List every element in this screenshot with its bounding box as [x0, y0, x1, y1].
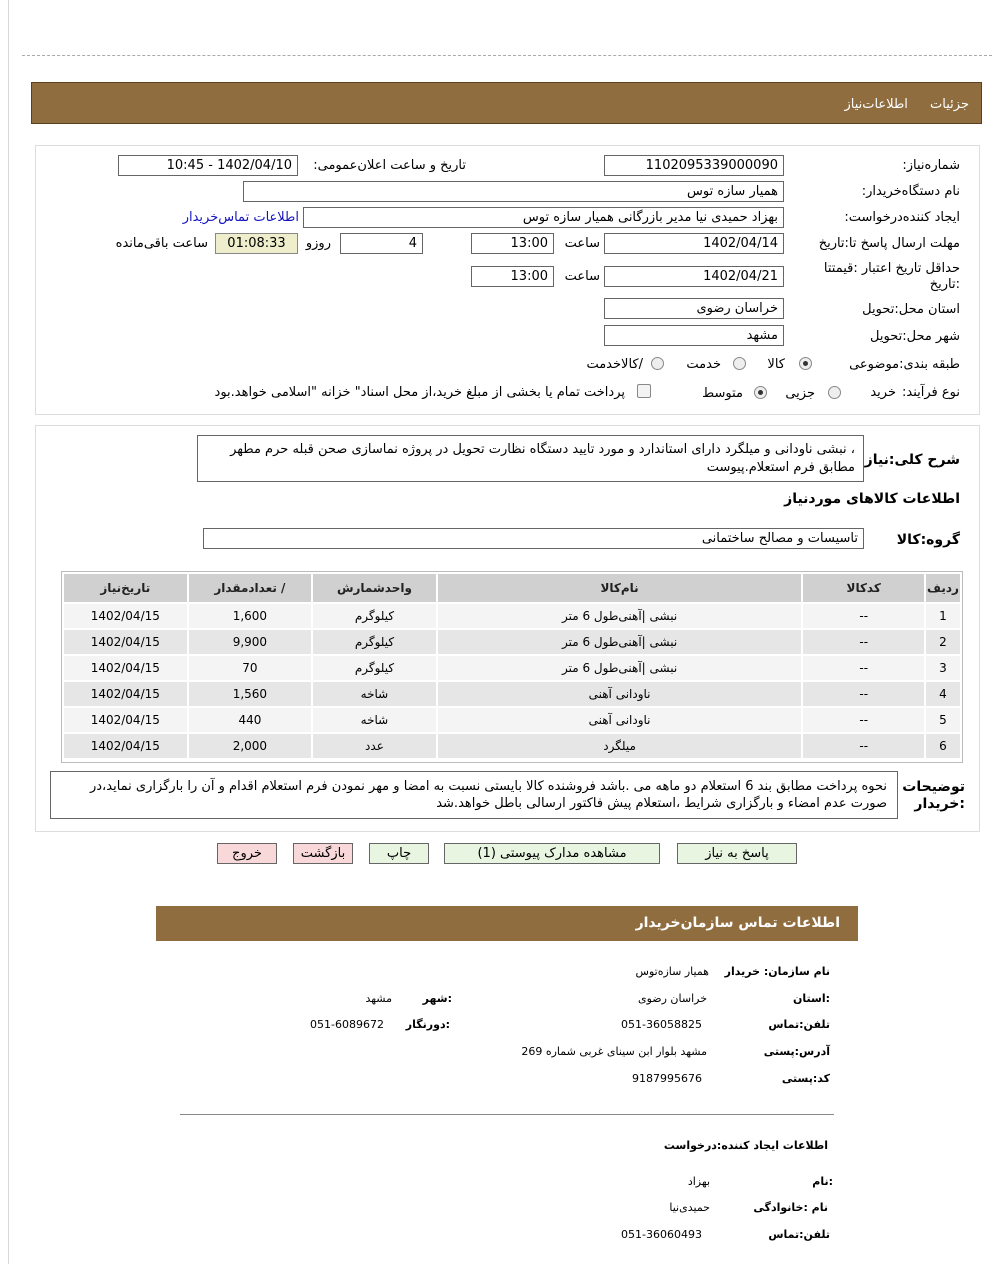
cell-need-date: 1402/04/15: [64, 682, 187, 706]
view-attachments-button[interactable]: مشاهده مدارک پیوستی (1): [444, 843, 660, 864]
treasury-payment-checkbox[interactable]: [637, 384, 651, 398]
announce-label: تاریخ و ساعت اعلان‌عمومی:: [313, 158, 466, 173]
cell-row: 4: [926, 682, 960, 706]
validity-label-line1: حداقل تاریخ اعتبار :قیمتتا: [823, 261, 960, 276]
cell-name: ناودانی آهنی: [438, 708, 802, 732]
print-button[interactable]: چاپ: [369, 843, 429, 864]
cell-quantity: 9,900: [189, 630, 312, 654]
cell-name: نبشی |آهنی‌طول 6 متر: [438, 630, 802, 654]
cell-unit: کیلوگرم: [313, 656, 436, 680]
creator-phone-label: تلفن:تماس: [768, 1228, 830, 1241]
cell-unit: کیلوگرم: [313, 604, 436, 628]
contact-header-bar: [156, 906, 858, 941]
cell-code: --: [803, 604, 924, 628]
cell-unit: کیلوگرم: [313, 630, 436, 654]
category-option-service: خدمت: [686, 357, 721, 372]
table-row: [64, 708, 960, 732]
creator-info-title: اطلاعات ایجاد کننده:درخواست: [663, 1139, 828, 1152]
contact-fax-label: :دورنگار: [405, 1018, 450, 1031]
cell-quantity: 2,000: [189, 734, 312, 758]
table-row: [64, 630, 960, 654]
deadline-date-field: 1402/04/14: [604, 233, 784, 254]
cell-need-date: 1402/04/15: [64, 734, 187, 758]
days-label: روزو: [305, 236, 331, 251]
category-radio-service[interactable]: [733, 357, 746, 370]
city-label: شهر محل:تحویل: [870, 329, 960, 344]
remaining-timer: 01:08:33: [215, 233, 298, 254]
cell-unit: شاخه: [313, 708, 436, 732]
validity-label-line2: :تاریخ: [929, 277, 960, 292]
creator-name-label: :نام: [812, 1175, 833, 1188]
validity-date-field: 1402/04/21: [604, 266, 784, 287]
contact-city-value: مشهد: [365, 992, 392, 1005]
top-dashed-separator: [22, 55, 992, 56]
goods-table: [62, 572, 962, 760]
goods-section-title: اطلاعات کالاهای موردنیاز: [784, 491, 960, 507]
buyer-notes-label: توضیحات :خریدار: [902, 779, 965, 812]
back-button[interactable]: بازگشت: [293, 843, 353, 864]
cell-need-date: 1402/04/15: [64, 656, 187, 680]
contact-postal-label: کد:پستی: [781, 1072, 830, 1085]
left-border-line: [8, 0, 9, 1264]
col-name: نام‌کالا: [438, 574, 802, 602]
tab-need-info[interactable]: اطلاعات‌نیاز: [844, 97, 908, 112]
cell-row: 2: [926, 630, 960, 654]
contact-fax-value: 051-6089672: [310, 1018, 384, 1031]
treasury-payment-note: پرداخت تمام یا بخشی از مبلغ خرید،از محل اسناد" خزانه "اسلامی خواهد.بود: [214, 385, 625, 400]
category-radio-goods-service[interactable]: [651, 357, 664, 370]
contact-city-label: :شهر: [422, 992, 452, 1005]
cell-row: 1: [926, 604, 960, 628]
table-row: [64, 604, 960, 628]
cell-row: 5: [926, 708, 960, 732]
cell-quantity: 1,600: [189, 604, 312, 628]
col-need-date: تاریخ‌نیاز: [64, 574, 187, 602]
creator-name-value: بهزاد: [687, 1175, 710, 1188]
buyer-contact-link[interactable]: اطلاعات تماس‌خریدار: [182, 210, 299, 225]
province-field: خراسان رضوی: [604, 298, 784, 319]
process-option-minor: جزیی: [785, 386, 815, 401]
need-number-label: شماره‌نیاز:: [902, 158, 960, 173]
exit-button[interactable]: خروج: [217, 843, 277, 864]
cell-row: 3: [926, 656, 960, 680]
creator-family-value: حمیدی‌نیا: [669, 1201, 710, 1214]
creator-label: ایجاد کننده‌درخواست:: [844, 210, 960, 225]
col-row: ردیف: [926, 574, 960, 602]
process-radio-medium[interactable]: [754, 386, 767, 399]
buyer-org-field: همیار سازه توس: [243, 181, 784, 202]
cell-quantity: 70: [189, 656, 312, 680]
creator-phone-value: 051-36060493: [621, 1228, 702, 1241]
col-unit: واحدشمارش: [313, 574, 436, 602]
goods-table-header: [64, 574, 960, 602]
reply-button[interactable]: پاسخ به نیاز: [677, 843, 797, 864]
process-label: نوع فرآیند:: [902, 385, 960, 400]
creator-field: بهزاد حمیدی نیا مدیر بازرگانی همیار سازه توس: [303, 207, 784, 228]
need-number-field: 1102095339000090: [604, 155, 784, 176]
cell-code: --: [803, 656, 924, 680]
table-row: [64, 682, 960, 706]
contact-address-value: مشهد بلوار ابن سینای غربی شماره 269: [521, 1045, 707, 1058]
goods-group-label: گروه:کالا: [896, 532, 960, 548]
cell-unit: شاخه: [313, 682, 436, 706]
contact-header-title: اطلاعات تماس سازمان‌خریدار: [635, 915, 840, 931]
contact-province-value: خراسان رضوی: [637, 992, 707, 1005]
table-row: [64, 734, 960, 758]
cell-row: 6: [926, 734, 960, 758]
deadline-time-label: ساعت: [564, 236, 600, 251]
description-label: شرح کلی:نیاز: [864, 452, 960, 468]
category-option-goods: کالا: [767, 357, 785, 372]
deadline-time-field: 13:00: [471, 233, 554, 254]
cell-quantity: 1,560: [189, 682, 312, 706]
cell-name: نبشی |آهنی‌طول 6 متر: [438, 604, 802, 628]
col-quantity: / تعدادمقدار: [189, 574, 312, 602]
contact-org-label: نام سازمان: خریدار: [724, 965, 830, 978]
remaining-label: ساعت باقی‌مانده: [115, 236, 208, 251]
announce-date-field: 1402/04/10 - 10:45: [118, 155, 298, 176]
province-label: استان محل:تحویل: [862, 302, 960, 317]
cell-need-date: 1402/04/15: [64, 630, 187, 654]
tab-details[interactable]: جزئيات: [930, 97, 969, 112]
cell-unit: عدد: [313, 734, 436, 758]
days-field: 4: [340, 233, 423, 254]
cell-need-date: 1402/04/15: [64, 708, 187, 732]
cell-code: --: [803, 708, 924, 732]
cell-need-date: 1402/04/15: [64, 604, 187, 628]
col-code: کدکالا: [803, 574, 924, 602]
process-option-medium: متوسط: [702, 386, 743, 401]
cell-name: ناودانی آهنی: [438, 682, 802, 706]
contact-postal-value: 9187995676: [632, 1072, 702, 1085]
category-label: طبقه بندی:موضوعی: [849, 357, 960, 372]
buyer-org-label: نام دستگاه‌خریدار:: [861, 184, 960, 199]
cell-name: نبشی |آهنی‌طول 6 متر: [438, 656, 802, 680]
contact-phone-value: 051-36058825: [621, 1018, 702, 1031]
cell-code: --: [803, 734, 924, 758]
contact-address-label: آدرس:پستی: [763, 1045, 830, 1058]
cell-code: --: [803, 630, 924, 654]
contact-org-value: همیار سازه‌توس: [635, 965, 709, 978]
description-text: ، نبشی ناودانی و میلگرد دارای استاندارد و مورد تایید دستگاه نظارت تحویل در پروژه نماسازی صحن قبله حرم مطهر مطابق فرم استعلام.پیوست: [197, 435, 864, 482]
top-tab-bar: [31, 82, 982, 124]
table-row: [64, 656, 960, 680]
contact-phone-label: تلفن:تماس: [768, 1018, 830, 1031]
contact-province-label: :استان: [793, 992, 830, 1005]
validity-time-field: 13:00: [471, 266, 554, 287]
category-option-goods-service: /کالاخدمت: [586, 357, 643, 372]
goods-table-frame: [61, 571, 963, 763]
contact-divider: [180, 1114, 834, 1115]
process-buy-label: خرید: [870, 385, 896, 400]
category-radio-goods[interactable]: [799, 357, 812, 370]
buyer-notes-text: نحوه پرداخت مطابق بند 6 استعلام دو ماهه می .باشد فروشنده کالا بایستی نسبت به امضا و مهر نمودن فرم استعلام اقدام و آن را بارگزاری نماید،در صورت عدم امضاء و بارگزاری شرایط ،استعلام پیش فاکتور ارسالی باطل خواهد.شد: [50, 771, 898, 819]
cell-quantity: 440: [189, 708, 312, 732]
cell-code: --: [803, 682, 924, 706]
deadline-label: مهلت ارسال پاسخ تا:تاریخ: [818, 236, 960, 251]
cell-name: میلگرد: [438, 734, 802, 758]
validity-time-label: ساعت: [564, 269, 600, 284]
creator-family-label: نام :خانوادگی: [753, 1201, 828, 1214]
process-radio-minor[interactable]: [828, 386, 841, 399]
city-field: مشهد: [604, 325, 784, 346]
goods-group-field: تاسیسات و مصالح ساختمانی: [203, 528, 864, 549]
